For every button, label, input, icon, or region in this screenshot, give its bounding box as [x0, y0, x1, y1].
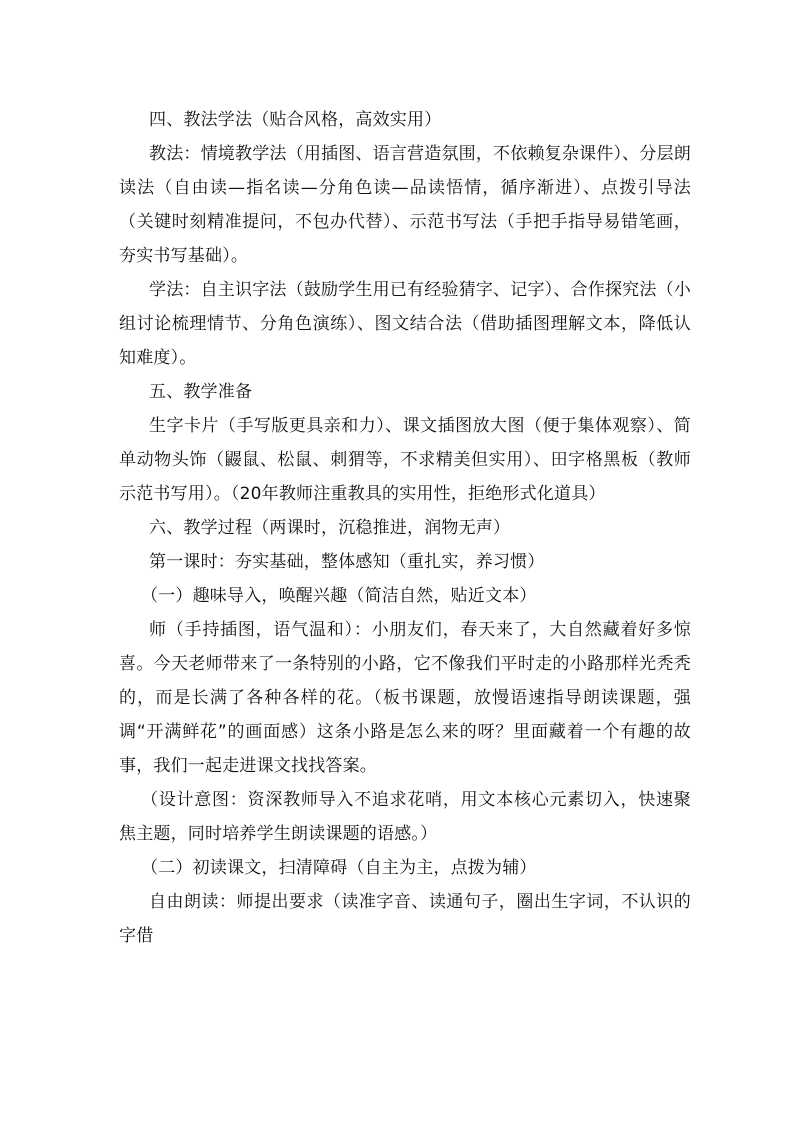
subheading-first-reading: （二）初读课文，扫清障碍（自主为主，点拨为辅）	[141, 858, 537, 878]
paragraph-learning-methods: 学法：自主识字法（鼓励学生用已有经验猜字、记字）、合作探究法（小组讨论梳理情节、分角色演练）、图文结合法（借助插图理解文本，降低认知难度）。	[119, 280, 691, 368]
section-heading-methods: 四、教法学法（贴合风格，高效实用）	[149, 110, 442, 130]
paragraph-preparation: 生字卡片（手写版更具亲和力）、课文插图放大图（便于集体观察）、简单动物头饰（鼹鼠、松鼠、刺猬等，不求精美但实用）、田字格黑板（教师示范书写用）。（20年教师注重教具的实用性，拒绝形式化道具）	[119, 416, 691, 504]
paragraph-teacher-introduction: 师（手持插图，语气温和）：小朋友们，春天来了，大自然藏着好多惊喜。今天老师带来了一条特别的小路，它不像我们平时走的小路那样光秃秃的，而是长满了各种各样的花。（板书课题，放慢语速指导朗读课题，强调“开满鲜花”的画面感）这条小路是怎么来的呀？里面藏着一个有趣的故事，我们一起走进课文找找答案。	[119, 620, 691, 776]
paragraph-teaching-methods: 教法：情境教学法（用插图、语言营造氛围，不依赖复杂课件）、分层朗读法（自由读—指名读—分角色读—品读悟情，循序渐进）、点拨引导法（关键时刻精准提问，不包办代替）、示范书写法（手把手指导易错笔画，夯实书写基础）。	[119, 144, 691, 266]
subheading-first-lesson: 第一课时：夯实基础，整体感知（重扎实，养习惯）	[149, 552, 545, 572]
section-heading-process: 六、教学过程（两课时，沉稳推进，润物无声）	[149, 518, 511, 538]
paragraph-free-reading: 自由朗读：师提出要求（读准字音、读通句子，圈出生字词，不认识的字借	[119, 892, 691, 946]
document-body	[119, 103, 691, 953]
subheading-introduction: （一）趣味导入，唤醒兴趣（简洁自然，贴近文本）	[141, 586, 537, 606]
paragraph-design-intent: （设计意图：资深教师导入不追求花哨，用文本核心元素切入，快速聚焦主题，同时培养学生朗读课题的语感。）	[119, 790, 691, 844]
section-heading-preparation: 五、教学准备	[149, 382, 253, 402]
